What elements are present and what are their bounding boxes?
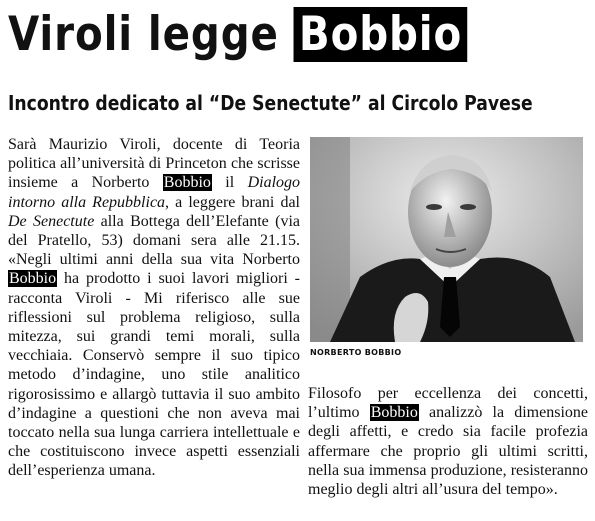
book-title: Dialogo intorno alla Repubblica <box>8 174 301 211</box>
left-column <box>8 135 300 481</box>
article-paragraph-1 <box>8 135 300 481</box>
text-run: Sarà Maurizio Viroli, docente di Teoria politica all’università di Princeton che scrisse insieme a Norberto <box>8 136 300 192</box>
portrait-photo <box>310 137 583 342</box>
book-title: De Senectute <box>8 212 95 230</box>
name-highlight: Bobbio <box>9 270 57 288</box>
headline-text: Viroli legge <box>8 7 279 62</box>
text-run: alla Bottega dell’Elefante (via del Pratello, 53) domani sera alle 21.15. «Negli ultimi anni della sua vita Norberto <box>8 212 300 269</box>
photo-caption: NORBERTO BOBBIO <box>310 348 402 357</box>
article-paragraph-2 <box>308 384 588 499</box>
text-run: ha prodotto i suoi lavori migliori - racconta Viroli - Mi riferisco alle sue riflessioni sul problema religioso, sulla mitezza, sui grandi temi morali, sulla vecchiaia. Conservò sempre il suo tipico metodo d’indagine, uno stile analitico rigorosissimo e allargò tuttavia il suo ambito d’indagine a questioni che non aveva mai toccato nella sua lunga carriera intellettuale e che costituiscono invece aspetti essenziali dell’esperienza umana. <box>8 270 300 480</box>
headline-highlight: Bobbio <box>294 7 468 62</box>
text-run: il <box>211 174 248 192</box>
portrait-image <box>310 137 583 342</box>
text-run: analizzò la dimensione degli affetti, e credo sia facile profezia affermare che proprio gli ultimi scritti, nella sua immensa produzione, resisteranno meglio degli altri all’usura del tempo». <box>308 404 588 499</box>
text-run: Filosofo per eccellenza dei concetti, l’ultimo <box>308 385 588 422</box>
name-highlight: Bobbio <box>370 404 418 422</box>
name-highlight: Bobbio <box>163 174 211 192</box>
subheadline: Incontro dedicato al “De Senectute” al Circolo Pavese <box>8 91 533 115</box>
text-run: , a leggere brani dal <box>165 193 300 211</box>
right-column <box>308 384 588 499</box>
headline <box>8 2 507 68</box>
